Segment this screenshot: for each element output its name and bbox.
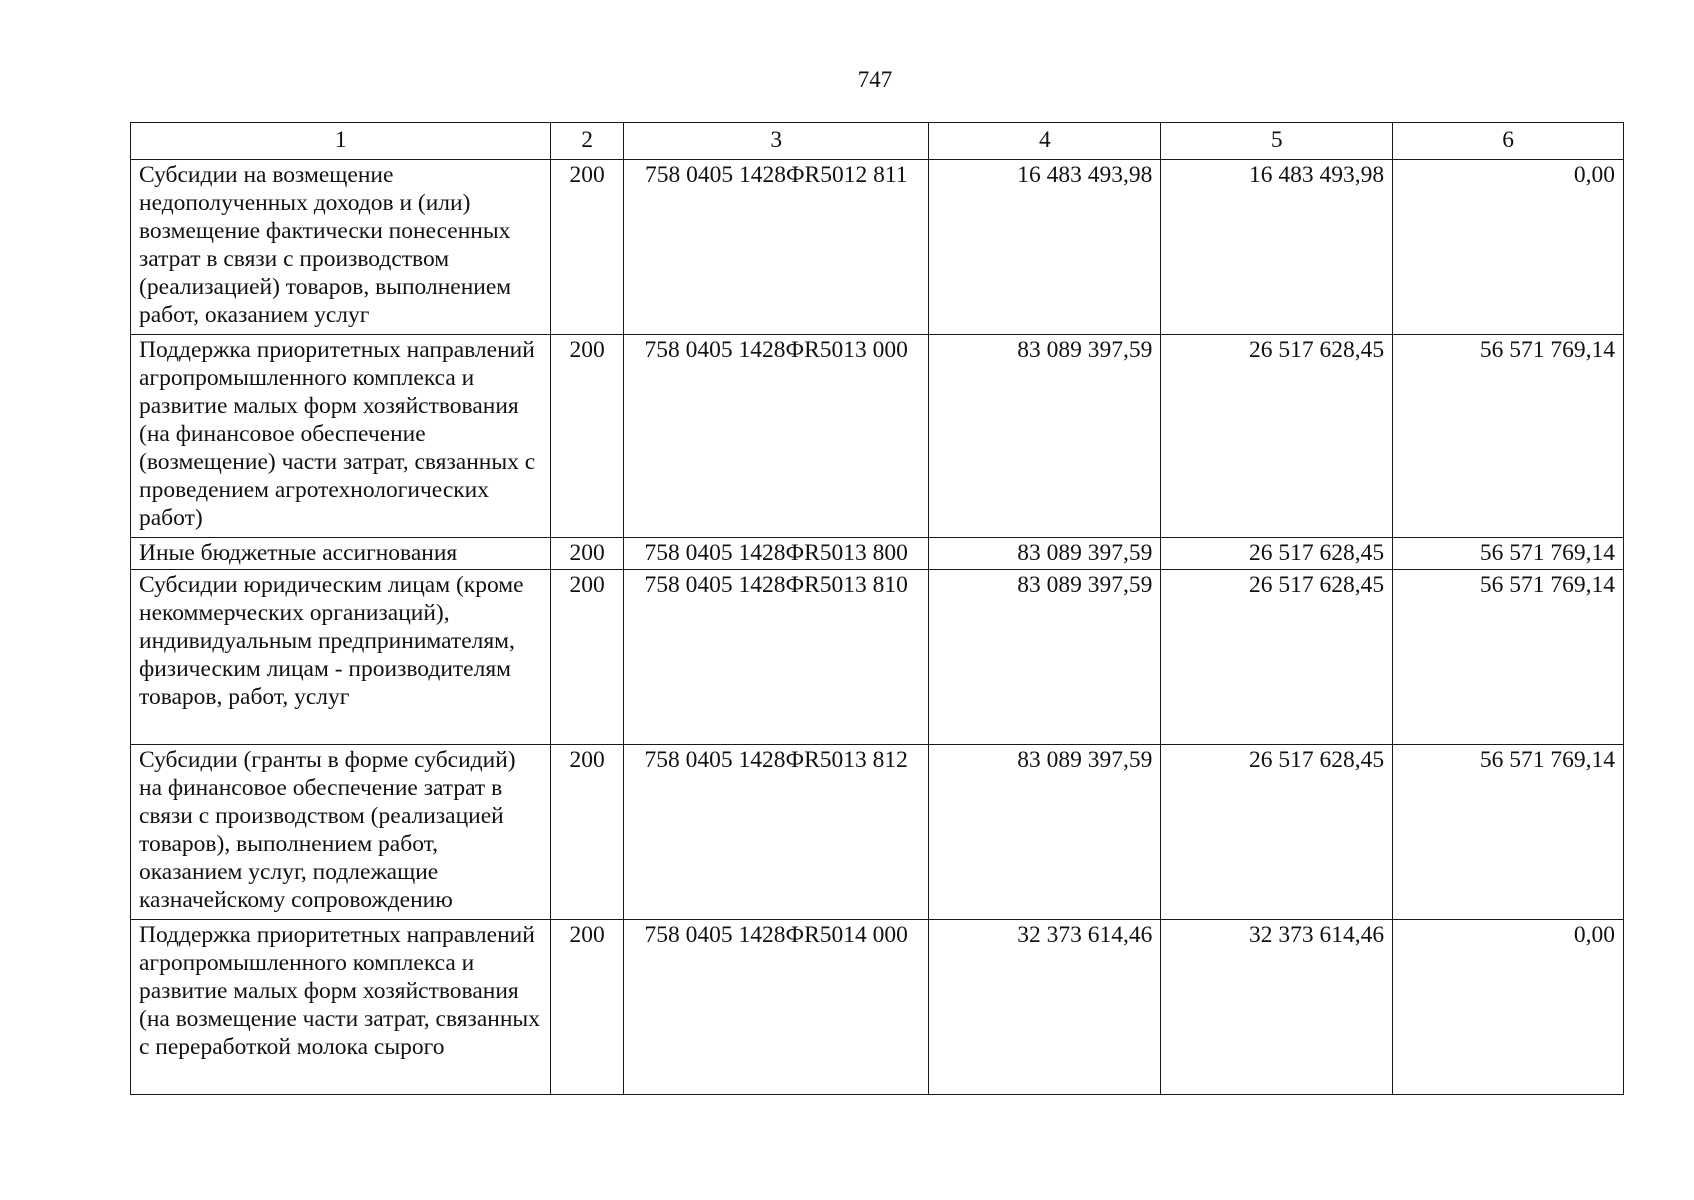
row-remainder: 56 571 769,14 [1393, 335, 1624, 538]
table-row [131, 160, 1624, 335]
row-kbk: 758 0405 1428ФR5013 812 [623, 745, 929, 920]
table-body [131, 160, 1624, 1095]
row-code: 200 [551, 160, 624, 335]
row-kbk: 758 0405 1428ФR5013 800 [623, 538, 929, 570]
row-name: Субсидии юридическим лицам (кроме некоммерческих организаций), индивидуальным предпринимателям, физическим лицам - производителям товаров, работ, услуг [131, 570, 551, 745]
table-row [131, 570, 1624, 745]
header-col-6: 6 [1393, 123, 1624, 160]
row-kbk: 758 0405 1428ФR5012 811 [623, 160, 929, 335]
row-plan: 83 089 397,59 [929, 570, 1161, 745]
row-code: 200 [551, 745, 624, 920]
row-remainder: 56 571 769,14 [1393, 745, 1624, 920]
row-name: Субсидии (гранты в форме субсидий) на финансовое обеспечение затрат в связи с производством (реализацией товаров), выполнением работ, оказанием услуг, подлежащие казначейскому сопровождению [131, 745, 551, 920]
row-name: Поддержка приоритетных направлений агропромышленного комплекса и развитие малых форм хозяйствования (на возмещение части затрат, связанных с переработкой молока сырого [131, 920, 551, 1095]
row-plan: 83 089 397,59 [929, 745, 1161, 920]
budget-table [130, 122, 1624, 1095]
table-header [131, 123, 1624, 160]
table-row [131, 745, 1624, 920]
row-executed: 26 517 628,45 [1161, 538, 1393, 570]
row-executed: 16 483 493,98 [1161, 160, 1393, 335]
table-row [131, 538, 1624, 570]
row-kbk: 758 0405 1428ФR5013 810 [623, 570, 929, 745]
row-plan: 32 373 614,46 [929, 920, 1161, 1095]
header-col-1: 1 [131, 123, 551, 160]
table-row [131, 920, 1624, 1095]
row-code: 200 [551, 538, 624, 570]
row-remainder: 0,00 [1393, 920, 1624, 1095]
row-executed: 32 373 614,46 [1161, 920, 1393, 1095]
row-plan: 83 089 397,59 [929, 335, 1161, 538]
header-col-2: 2 [551, 123, 624, 160]
header-col-3: 3 [623, 123, 929, 160]
row-plan: 83 089 397,59 [929, 538, 1161, 570]
row-name: Поддержка приоритетных направлений агропромышленного комплекса и развитие малых форм хозяйствования (на финансовое обеспечение (возмещение) части затрат, связанных с проведением агротехнологических работ) [131, 335, 551, 538]
row-code: 200 [551, 920, 624, 1095]
row-plan: 16 483 493,98 [929, 160, 1161, 335]
row-executed: 26 517 628,45 [1161, 745, 1393, 920]
row-remainder: 56 571 769,14 [1393, 538, 1624, 570]
header-col-5: 5 [1161, 123, 1393, 160]
page-number: 747 [857, 67, 893, 92]
row-name: Иные бюджетные ассигнования [131, 538, 551, 570]
row-kbk: 758 0405 1428ФR5014 000 [623, 920, 929, 1095]
row-remainder: 0,00 [1393, 160, 1624, 335]
row-executed: 26 517 628,45 [1161, 570, 1393, 745]
row-kbk: 758 0405 1428ФR5013 000 [623, 335, 929, 538]
row-code: 200 [551, 570, 624, 745]
header-col-4: 4 [929, 123, 1161, 160]
row-remainder: 56 571 769,14 [1393, 570, 1624, 745]
row-code: 200 [551, 335, 624, 538]
table-row [131, 335, 1624, 538]
row-name: Субсидии на возмещение недополученных доходов и (или) возмещение фактически понесенных затрат в связи с производством (реализацией) товаров, выполнением работ, оказанием услуг [131, 160, 551, 335]
row-executed: 26 517 628,45 [1161, 335, 1393, 538]
header-row [131, 123, 1624, 160]
